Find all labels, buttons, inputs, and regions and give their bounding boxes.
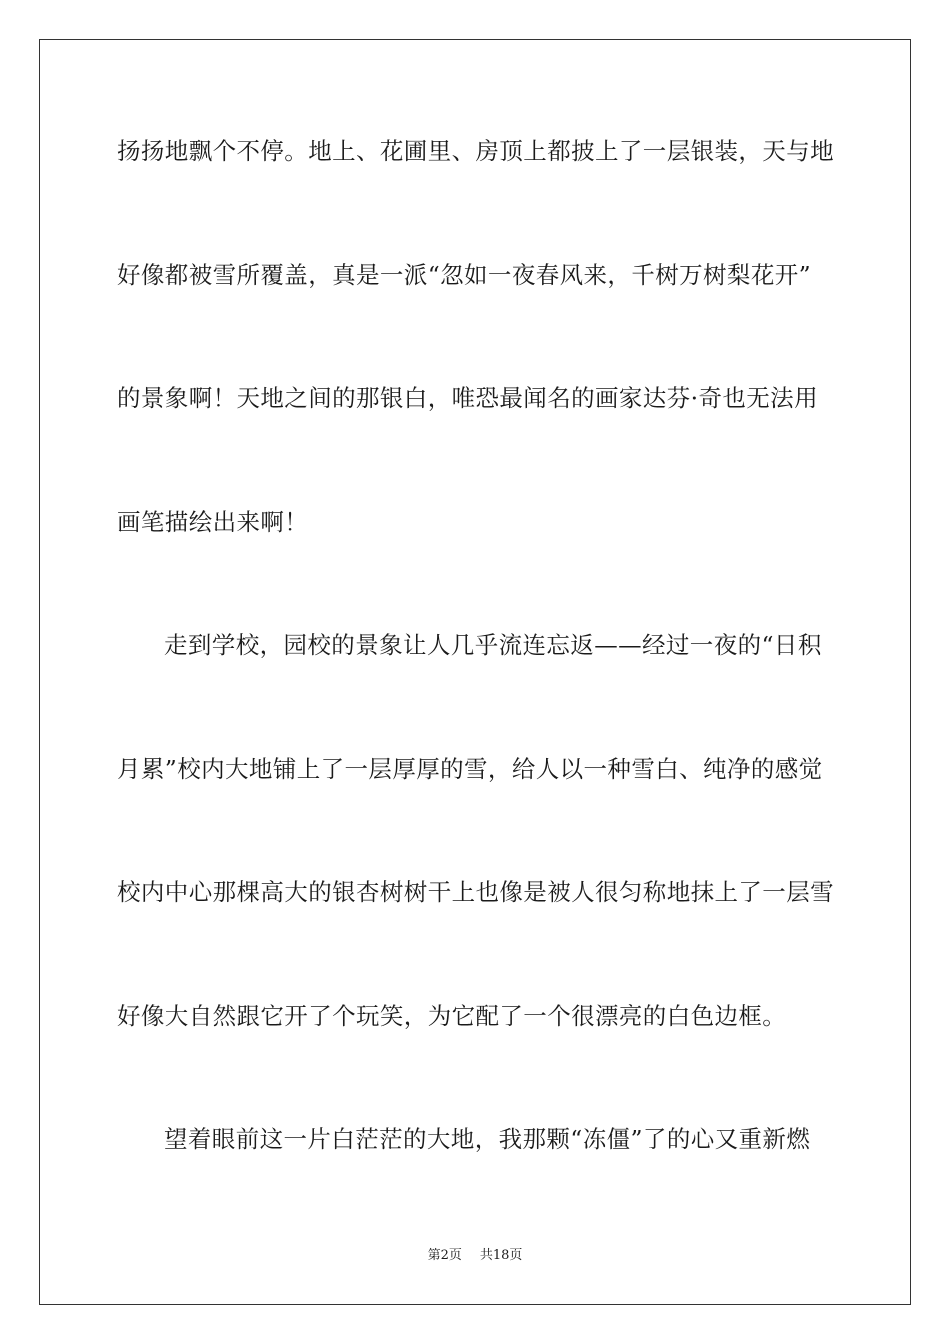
text-line: 好像都被雪所覆盖，真是一派“忽如一夜春风来，千树万树梨花开” xyxy=(117,261,812,289)
page-footer xyxy=(0,1247,950,1265)
text-line: 的景象啊！天地之间的那银白，唯恐最闻名的画家达芬·奇也无法用 xyxy=(117,384,818,412)
page-number: 第2页 xyxy=(427,1248,462,1263)
text-line: 画笔描绘出来啊！ xyxy=(117,508,309,536)
page-border xyxy=(39,39,911,1305)
text-line: 校内中心那棵高大的银杏树树干上也像是被人很匀称地抹上了一层雪 xyxy=(117,878,834,906)
text-line: 扬扬地飘个不停。地上、花圃里、房顶上都披上了一层银装，天与地 xyxy=(117,137,834,165)
total-pages: 共18页 xyxy=(479,1248,523,1263)
text-line: 好像大自然跟它开了个玩笑，为它配了一个很漂亮的白色边框。 xyxy=(117,1002,787,1030)
text-line: 月累”校内大地铺上了一层厚厚的雪，给人以一种雪白、纯净的感觉 xyxy=(117,755,823,783)
paragraph-first-line: 望着眼前这一片白茫茫的大地，我那颗“冻僵”了的心又重新燃 xyxy=(164,1125,811,1153)
paragraph-first-line: 走到学校，园校的景象让人几乎流连忘返——经过一夜的“日积 xyxy=(164,631,822,659)
